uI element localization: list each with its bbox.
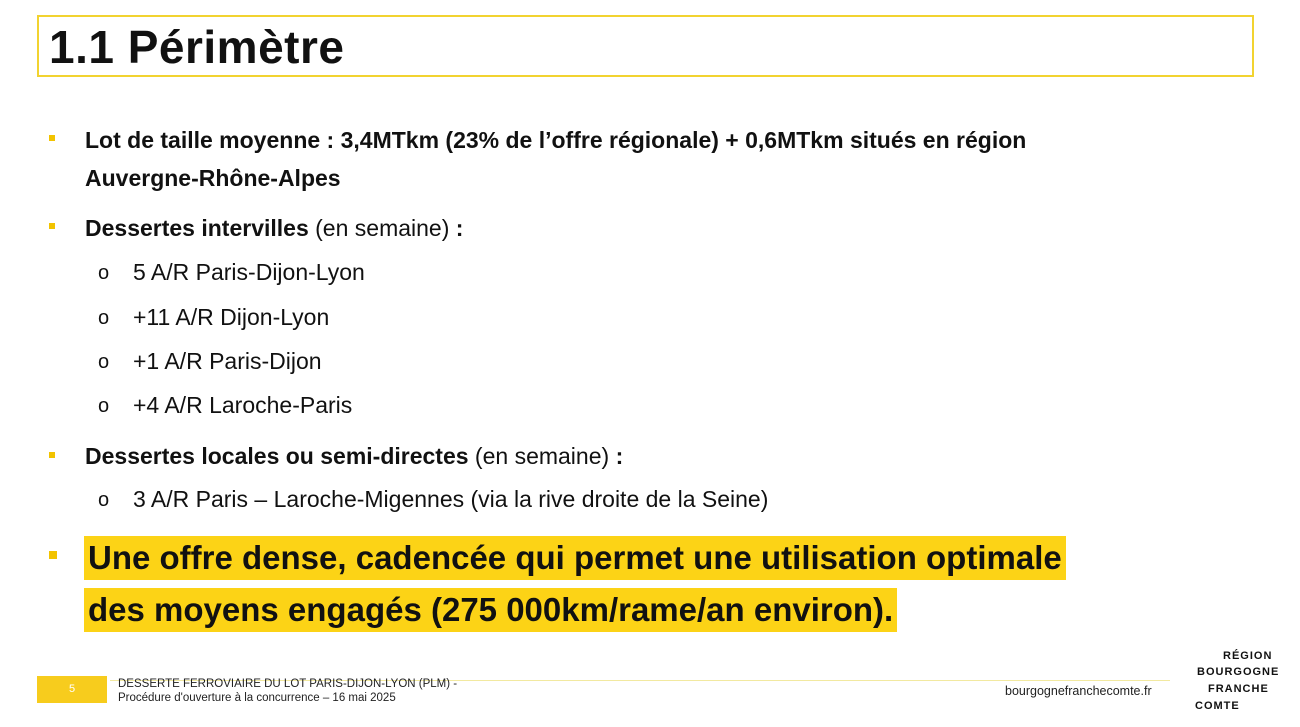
bullet-1-line-1: [85, 122, 1026, 158]
region-logo: [1195, 650, 1290, 720]
logo-line-3: FRANCHE: [1208, 683, 1269, 695]
sub-bullet-4: +4 A/R Laroche-Paris: [133, 392, 353, 418]
bullet-marker: [49, 135, 55, 141]
bullet-2-paren: (en semaine): [308, 215, 456, 241]
bullet-1-text-2: Auvergne-Rhône-Alpes: [85, 165, 341, 191]
bullet-marker: [49, 223, 55, 229]
bullet-3-colon: :: [615, 443, 624, 469]
footer-line-2: Procédure d'ouverture à la concurrence – 16 mai 2025: [118, 692, 396, 704]
sub-bullet-marker: o: [98, 351, 110, 373]
bullet-2: [85, 210, 463, 246]
logo-line-1: RÉGION: [1223, 650, 1273, 662]
bullet-3-bold: Dessertes locales ou semi-directes: [85, 443, 469, 469]
bullet-2-colon: :: [455, 215, 464, 241]
page-number-box: [37, 676, 107, 703]
bullet-3: [85, 438, 623, 474]
highlight-line-2: des moyens engagés (275 000km/rame/an environ).: [84, 588, 897, 632]
bullet-3-paren: (en semaine): [468, 443, 616, 469]
sub-bullet-marker: o: [98, 489, 110, 511]
bullet-1-line-2: [85, 160, 341, 196]
footer-url: bourgognefranchecomte.fr: [1005, 684, 1152, 698]
sub-bullet-2: +11 A/R Dijon-Lyon: [133, 304, 330, 330]
bullet-marker: [49, 452, 55, 458]
bullet-1-text-1: Lot de taille moyenne : 3,4MTkm (23% de l’offre régionale) + 0,6MTkm situés en région: [85, 127, 1027, 153]
page-number: 5: [68, 683, 76, 695]
footer-caption: [118, 677, 457, 705]
sub-bullet-3: +1 A/R Paris-Dijon: [133, 348, 322, 374]
logo-line-4: COMTE: [1195, 700, 1240, 712]
footer-line-1: DESSERTE FERROVIAIRE DU LOT PARIS-DIJON-LYON (PLM) -: [118, 678, 458, 690]
sub-bullet-marker: o: [98, 307, 110, 329]
bullet-marker: [49, 551, 57, 559]
sub-bullet-marker: o: [98, 262, 110, 284]
logo-line-2: BOURGOGNE: [1197, 666, 1280, 678]
sub-bullet-5: 3 A/R Paris – Laroche-Migennes (via la rive droite de la Seine): [133, 486, 769, 512]
title-box: [37, 15, 1254, 77]
highlight-line-1: Une offre dense, cadencée qui permet une utilisation optimale: [84, 536, 1066, 580]
slide-title: 1.1 Périmètre: [49, 21, 345, 73]
sub-bullet-marker: o: [98, 395, 110, 417]
bullet-2-bold: Dessertes intervilles: [85, 215, 309, 241]
sub-bullet-1: 5 A/R Paris-Dijon-Lyon: [133, 259, 365, 285]
